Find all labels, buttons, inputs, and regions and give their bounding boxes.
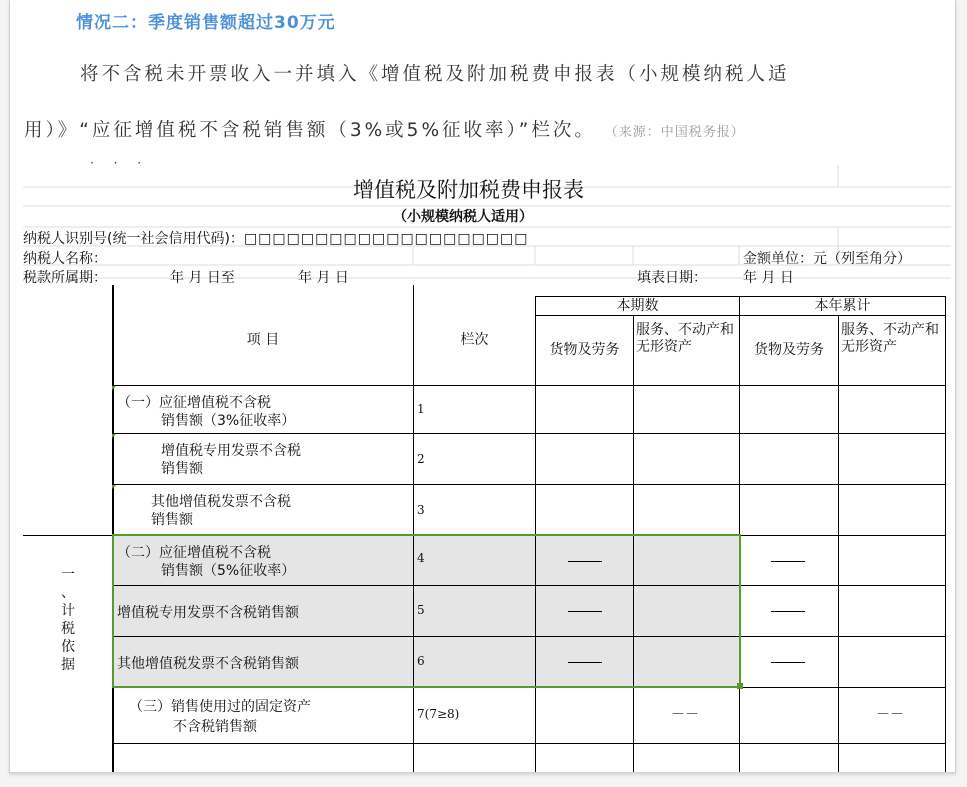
period-to: 年 月 日 (298, 270, 349, 286)
fill-date-label: 填表日期： (637, 270, 707, 286)
cell-marker (112, 485, 116, 489)
header-goods-current: 货物及劳务 (549, 342, 620, 358)
taxpayer-id-label: 纳税人识别号(统一社会信用代码)： (23, 231, 244, 247)
paragraph-line-1: 将不含税未开票收入一并填入《增值税及附加税费申报表（小规模纳税人适 (80, 64, 790, 85)
highlight-box (112, 534, 741, 688)
paragraph-line-2 (24, 116, 745, 142)
highlight-handle (737, 683, 743, 689)
paragraph-line-2-text: 用）》“应征增值税不含税销售额（3%或5%征收率）”栏次。 (24, 120, 596, 141)
fill-date-value: 年 月 日 (743, 270, 794, 286)
header-goods-year: 货物及劳务 (754, 342, 824, 358)
period-label: 税款所属期： (23, 270, 107, 286)
row-7-services-year: －－ (876, 707, 904, 723)
row-1-item-line2: 销售额（3%征收率） (161, 413, 296, 429)
row-3-item-line1: 其他增值税发票不含税 (151, 494, 291, 510)
row-4-item-line2: 销售额（5%征收率） (161, 563, 296, 579)
cell-marker (112, 434, 116, 438)
header-current-period: 本期数 (616, 297, 659, 314)
row-1-item-line1: （一）应征增值税不含税 (117, 395, 271, 411)
row-5-goods-year-dash (771, 611, 805, 612)
taxpayer-id-row (23, 228, 529, 248)
row-6-goods-year-dash (771, 662, 805, 663)
row-2-no: 2 (417, 452, 425, 466)
cell-marker (112, 386, 116, 390)
row-4-item-line1: （二）应征增值税不含税 (117, 545, 271, 561)
header-item: 项 目 (246, 332, 280, 348)
row-7-services-current: －－ (671, 707, 699, 723)
taxpayer-id-boxes: □□□□□□□□□□□□□□□□□□□□ (243, 231, 529, 247)
row-2-item-line2: 销售额 (161, 461, 203, 477)
amount-unit: 金额单位：元（列至角分） (743, 251, 911, 267)
row-5-item: 增值税专用发票不含税销售额 (117, 605, 299, 621)
side-label-tax-basis: 一 、 计 税 依 据 (61, 567, 75, 673)
row-4-no: 4 (417, 551, 425, 565)
row-3-no: 3 (417, 503, 425, 517)
row-7-item-line2: 不含税销售额 (173, 719, 257, 735)
source-note: （来源：中国税务报） (604, 125, 745, 140)
taxpayer-name-label: 纳税人名称： (23, 251, 107, 267)
period-from: 年 月 日至 (170, 270, 235, 286)
row-5-no: 5 (417, 603, 425, 617)
article-card (9, 0, 956, 773)
form-subtitle: （小规模纳税人适用） (393, 209, 533, 225)
section-heading: 情况二：季度销售额超过30万元 (76, 13, 336, 33)
header-services-year: 服务、不动产和无形资产 (841, 322, 939, 355)
row-2-item-line1: 增值税专用发票不含税 (161, 443, 301, 459)
header-services-current: 服务、不动产和无形资产 (636, 322, 734, 355)
row-3-item-line2: 销售额 (151, 512, 193, 528)
row-6-no: 6 (417, 654, 425, 668)
row-7-item-line1: （三）销售使用过的固定资产 (129, 699, 311, 715)
form-title: 增值税及附加税费申报表 (353, 178, 584, 202)
row-7-no: 7(7≥8) (417, 707, 460, 721)
header-column-no: 栏次 (460, 332, 489, 348)
partial-text-fragment: · · · (90, 156, 150, 164)
row-4-goods-year-dash (771, 561, 805, 562)
row-1-no: 1 (417, 402, 425, 416)
tax-form-image (23, 165, 951, 772)
header-year-total: 本年累计 (814, 297, 871, 314)
row-6-item: 其他增值税发票不含税销售额 (117, 656, 299, 672)
